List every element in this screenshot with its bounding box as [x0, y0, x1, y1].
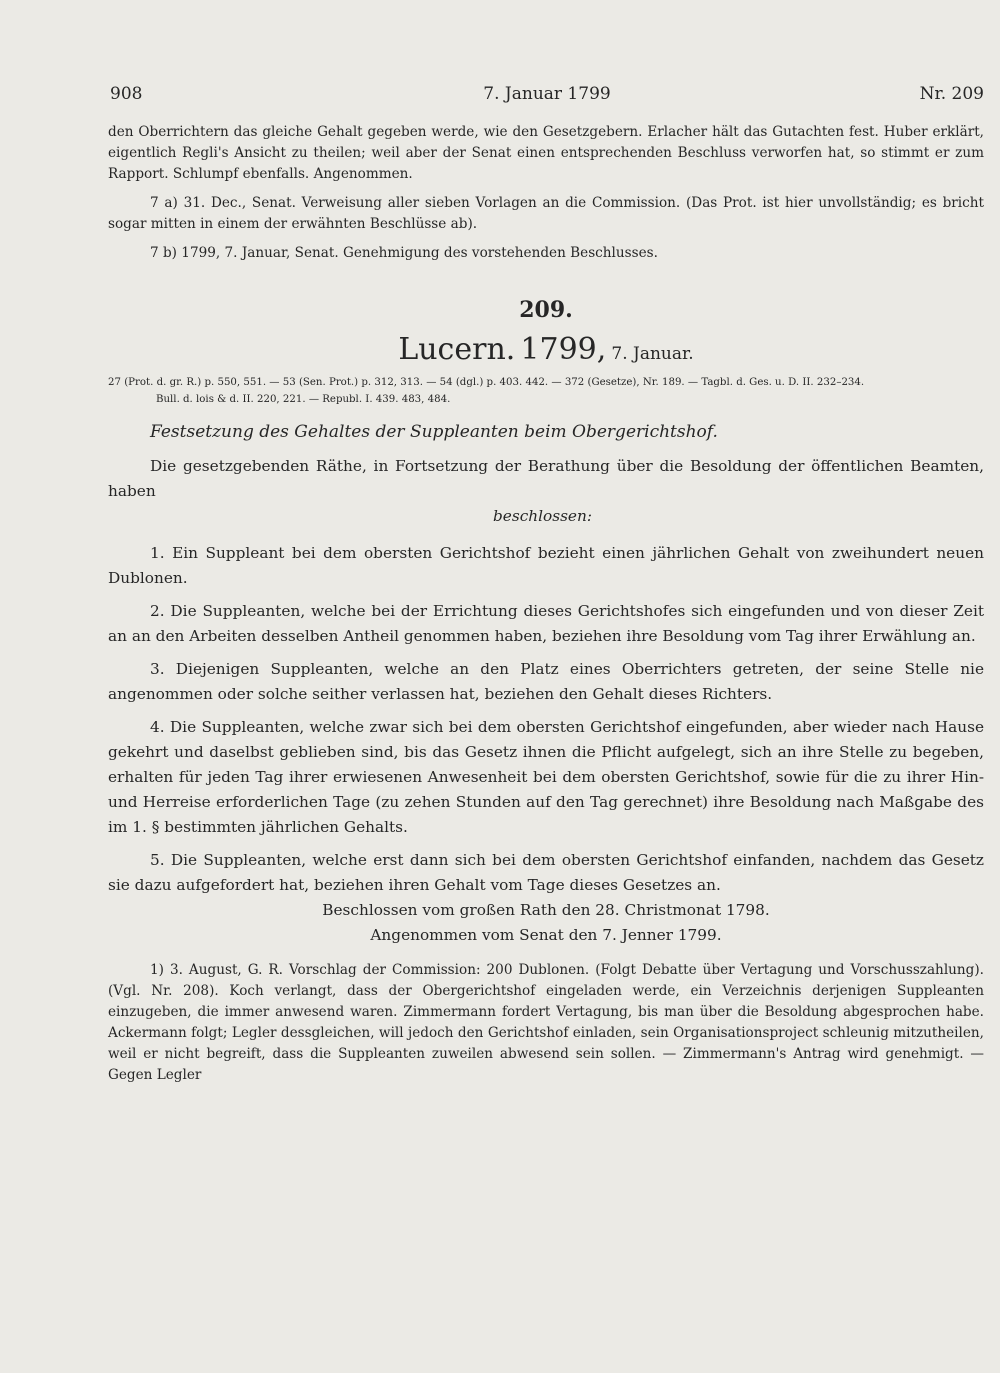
- section-heading: [108, 330, 984, 374]
- references-line-2: Bull. d. lois & d. II. 220, 221. — Republ. I. 439. 483, 484.: [156, 394, 451, 405]
- note-7a: 7 a) 31. Dec., Senat. Verweisung aller sieben Vorlagen an die Commission. (Das Prot. ist hier unvollständig; es bricht sogar mitten in einem der erwähnten Beschlüsse ab).: [108, 195, 984, 232]
- decree-preamble: Die gesetzgebenden Räthe, in Fortsetzung der Berathung über die Besoldung der öffentlichen Beamten, haben: [108, 457, 984, 500]
- header-date: 7. Januar 1799: [483, 84, 611, 104]
- article-1: 1. Ein Suppleant bei dem obersten Gerichtshof bezieht einen jährlichen Gehalt von zweihundert neuen Dublonen.: [108, 544, 984, 587]
- article-2: 2. Die Suppleanten, welche bei der Errichtung dieses Gerichtshofes sich eingefunden und von dieser Zeit an an den Arbeiten desselben Antheil genommen haben, beziehen ihre Besoldung vom Tag ihrer Erwählung an.: [108, 602, 984, 645]
- article-4: 4. Die Suppleanten, welche zwar sich bei dem obersten Gerichtshof eingefunden, aber wieder nach Hause gekehrt und daselbst geblieben sind, bis das Gesetz ihnen die Pflicht aufgelegt, sich an ihre Stelle zu begeben, erhalten für jeden Tag ihrer erwiesenen Anwesenheit bei dem obersten Gerichtshof, sowie für die zu ihrer Hin- und Herreise erforderlichen Tage (zu zehen Stunden auf den Tag gerechnet) ihre Besoldung nach Maßgabe des im 1. § bestimmten jährlichen Gehalts.: [108, 718, 984, 836]
- article-3: 3. Diejenigen Suppleanten, welche an den Platz eines Oberrichters getreten, der seine Stelle nie angenommen oder solche seither verlassen hat, beziehen den Gehalt dieses Richters.: [108, 660, 984, 703]
- closing-great-council: Beschlossen vom großen Rath den 28. Christmonat 1798.: [322, 901, 770, 919]
- section-number: 209.: [519, 297, 573, 323]
- references-line-1: 27 (Prot. d. gr. R.) p. 550, 551. — 53 (Sen. Prot.) p. 312, 313. — 54 (dgl.) p. 403. 442. — 372 (Gesetze), Nr. 189. — Tagbl. d. Ges. u. D. II. 232–234.: [108, 377, 865, 388]
- note-7b: 7 b) 1799, 7. Januar, Senat. Genehmigung des vorstehenden Beschlusses.: [150, 245, 658, 261]
- decree-beschlossen: beschlossen:: [493, 507, 592, 525]
- decree-title: Festsetzung des Gehaltes der Suppleanten beim Obergerichtshof.: [150, 422, 718, 442]
- article-5: 5. Die Suppleanten, welche erst dann sich bei dem obersten Gerichtshof einfanden, nachdem das Gesetz sie dazu aufgefordert hat, beziehen ihren Gehalt vom Tage dieses Gesetzes an.: [108, 851, 984, 894]
- section-year: 1799,: [520, 332, 607, 367]
- footnote-1: 1) 3. August, G. R. Vorschlag der Commission: 200 Dublonen. (Folgt Debatte über Vertagung und Vorschusszahlung). (Vgl. Nr. 208). Koch verlangt, dass der Obergerichtshof eingeladen werde, ein Verzeichnis derjenigen Suppleanten einzugeben, die immer anwesend waren. Zimmermann fordert Vertagung, bis man über die Besoldung abgesprochen habe. Ackermann folgt; Legler dessgleichen, will jedoch den Gerichtshof einladen, sein Organisationsproject schleunig mitzutheilen, weil er nicht begreift, dass die Suppleanten zuweilen abwesend sein sollen. — Zimmermann's Antrag wird genehmigt. — Gegen Legler: [108, 962, 984, 1083]
- page-body: [108, 122, 984, 1086]
- source-references: [108, 374, 984, 408]
- page-number: 908: [110, 84, 143, 104]
- closing-senate: Angenommen vom Senat den 7. Jenner 1799.: [370, 926, 722, 944]
- section-date: 7. Januar.: [611, 344, 694, 364]
- page-header: [110, 84, 984, 114]
- section-place: Lucern.: [398, 332, 516, 367]
- header-entry-number: Nr. 209: [919, 84, 984, 104]
- continuation-paragraph: den Oberrichtern das gleiche Gehalt gegeben werde, wie den Gesetzgebern. Erlacher hält das Gutachten fest. Huber erklärt, eigentlich Regli's Ansicht zu theilen; weil aber der Senat einen entsprechenden Beschluss verworfen hat, so stimmt er zum Rapport. Schlumpf ebenfalls. Angenommen.: [108, 124, 984, 182]
